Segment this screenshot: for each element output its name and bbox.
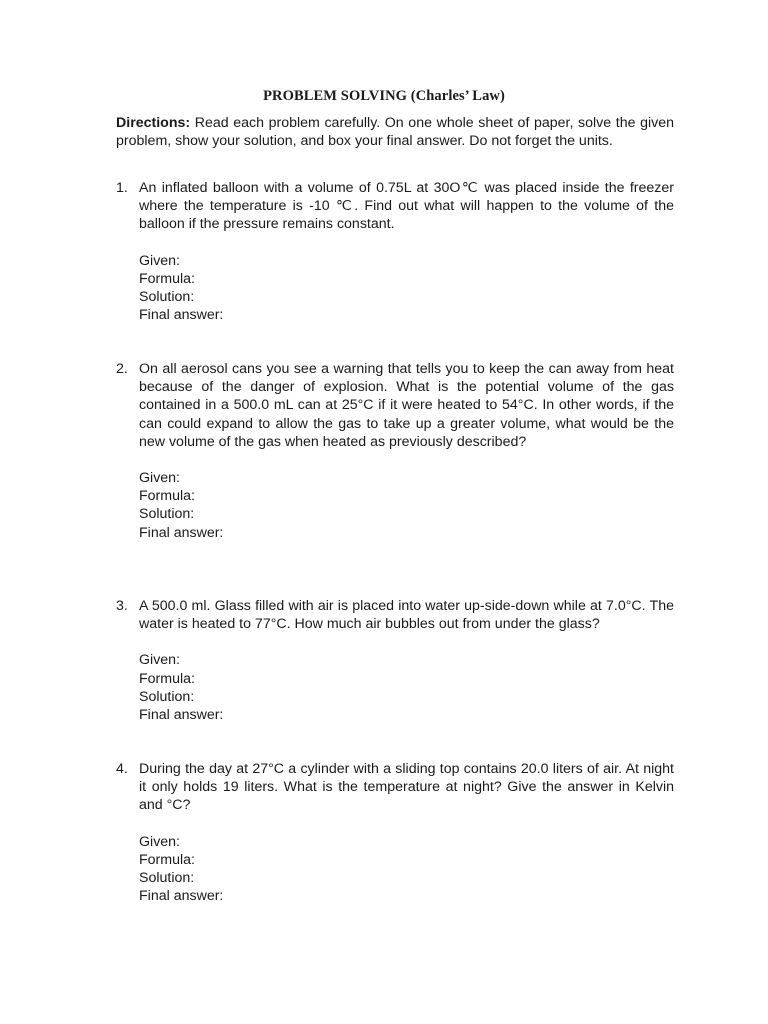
answer-fields [139, 252, 674, 325]
problem-number: 2. [116, 361, 128, 377]
problem-text: On all aerosol cans you see a warning that tells you to keep the can away from heat because of the danger of explosion. What is the potential volume of the gas contained in a 500.0 mL can at 25°C if it were heated to 54°C. In other words, if the can could expand to allow the gas to take up a greater volume, what would be the new volume of the gas when heated as previously described? [139, 361, 674, 450]
problem-2 [116, 360, 674, 542]
answer-fields [139, 469, 674, 542]
final-answer-label: Final answer: [139, 707, 224, 724]
answer-fields [139, 833, 674, 906]
given-label: Given: [139, 652, 181, 669]
solution-label: Solution: [139, 506, 195, 523]
final-answer-label: Final answer: [139, 888, 224, 905]
problem-1 [116, 179, 674, 324]
problem-text: A 500.0 ml. Glass filled with air is placed into water up-side-down while at 7.0°C. The water is heated to 77°C. How much air bubbles out from under the glass? [139, 598, 674, 633]
final-answer-label: Final answer: [139, 307, 224, 324]
formula-label: Formula: [139, 270, 195, 287]
solution-label: Solution: [139, 688, 195, 705]
directions [116, 114, 674, 151]
problem-text: An inflated balloon with a volume of 0.75L at 30O℃ was placed inside the freezer where the temperature is -10 ℃. Find out what will happen to the volume of the balloon if the pressure remains constant. [139, 180, 674, 233]
problem-4 [116, 760, 674, 905]
solution-label: Solution: [139, 870, 195, 887]
problem-number: 4. [116, 761, 128, 777]
directions-text: Read each problem carefully. On one whole sheet of paper, solve the given problem, show your solution, and box your final answer. Do not forget the units. [116, 115, 674, 150]
given-label: Given: [139, 470, 181, 487]
problem-text: During the day at 27°C a cylinder with a sliding top contains 20.0 liters of air. At night it only holds 19 liters. What is the temperature at night? Give the answer in Kelvin and °C? [139, 761, 674, 814]
problem-number: 1. [116, 180, 128, 196]
formula-label: Formula: [139, 488, 195, 505]
directions-label: Directions: [116, 115, 191, 131]
given-label: Given: [139, 252, 181, 269]
final-answer-label: Final answer: [139, 524, 224, 541]
page-title: PROBLEM SOLVING (Charles’ Law) [263, 88, 505, 104]
problem-number: 3. [116, 598, 128, 614]
formula-label: Formula: [139, 851, 195, 868]
problem-3 [116, 597, 674, 724]
solution-label: Solution: [139, 289, 195, 306]
answer-fields [139, 651, 674, 724]
formula-label: Formula: [139, 670, 195, 687]
given-label: Given: [139, 833, 181, 850]
